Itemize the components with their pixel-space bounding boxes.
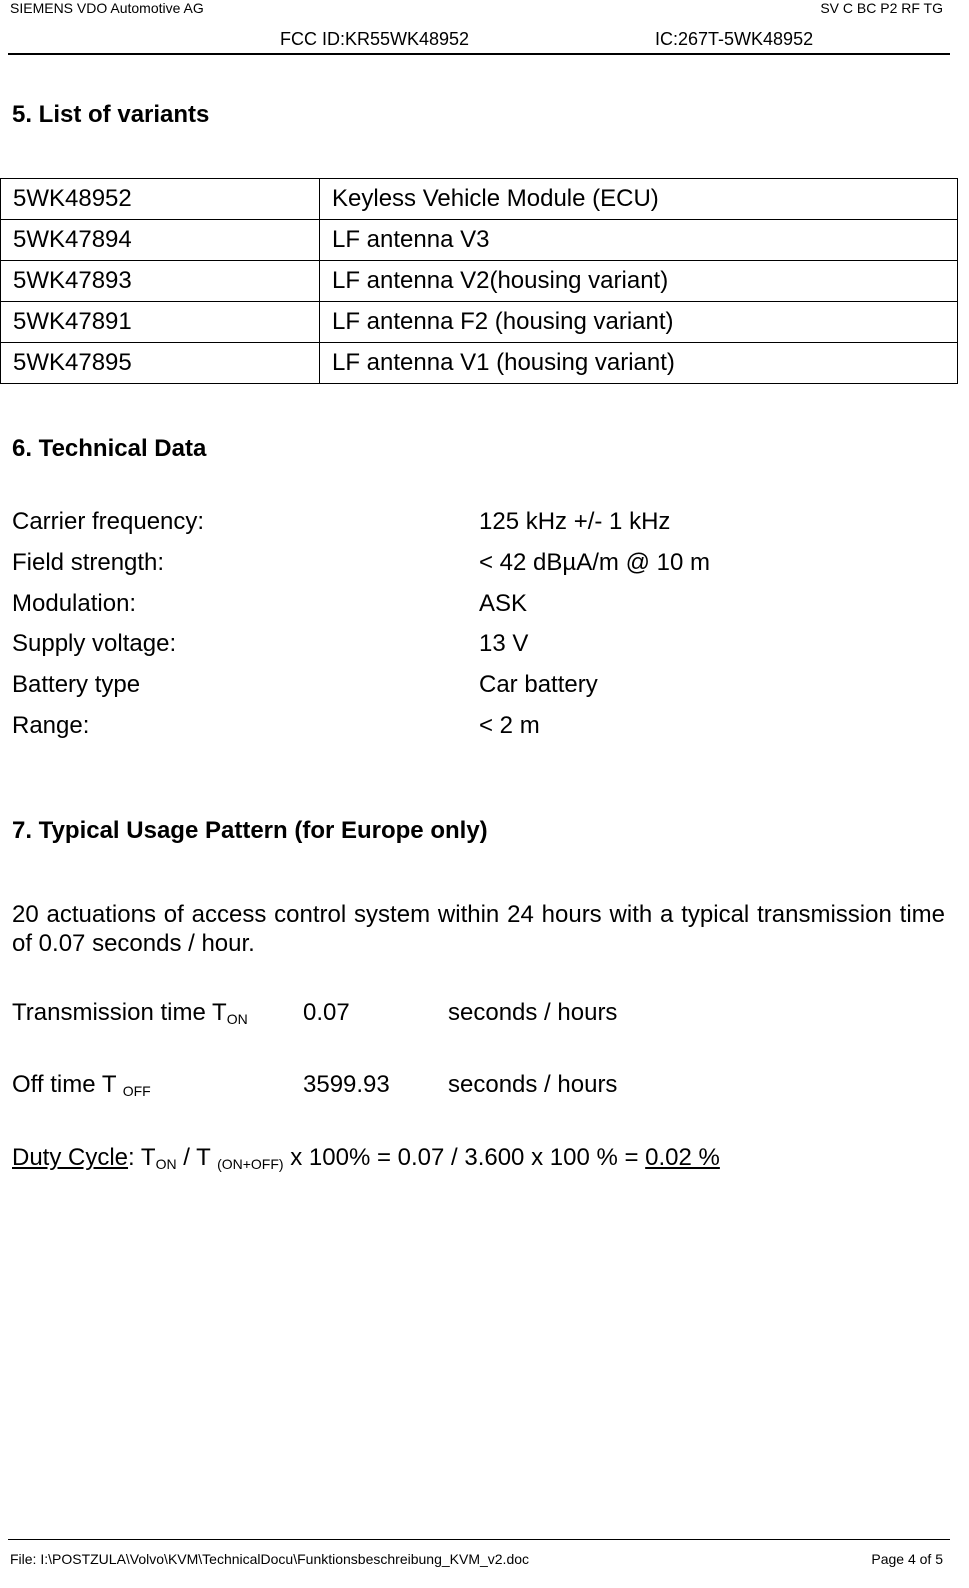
duty-cycle-slash: / T	[176, 1144, 218, 1171]
header-fcc-id: FCC ID:KR55WK48952	[280, 29, 470, 49]
tech-data-row	[12, 549, 710, 577]
duty-cycle-result: 0.02 %	[645, 1144, 720, 1171]
header-company: SIEMENS VDO Automotive AG	[10, 0, 204, 16]
footer-page-number: Page 4 of 5	[871, 1551, 943, 1567]
tech-data-value: Car battery	[479, 671, 598, 698]
tech-data-value: ASK	[479, 590, 528, 617]
table-row	[1, 261, 958, 302]
section7-heading: 7. Typical Usage Pattern (for Europe only)	[12, 817, 488, 844]
description-cell: LF antenna V3	[320, 220, 958, 261]
duty-total-subscript: (ON+OFF)	[217, 1156, 284, 1172]
on-time-label: Transmission time $T_{ON}$	[12, 999, 248, 1027]
off-time-label: Off time T $_{OFF}$	[12, 1071, 151, 1099]
off-time-row	[12, 1071, 618, 1099]
usage-paragraph: 20 actuations of access control system within 24 hours with a typical transmission time of 0.07 seconds / hour.	[12, 901, 945, 957]
table-row	[1, 179, 958, 220]
duty-cycle-colon: : T	[128, 1144, 156, 1171]
description-cell: LF antenna F2 (housing variant)	[320, 302, 958, 343]
part-number-cell: 5WK47891	[1, 302, 320, 343]
tech-data-value: < 42 dBµA/m @ 10 m	[479, 549, 710, 576]
variants-table	[0, 178, 958, 384]
on-time-subscript: ON	[226, 1011, 248, 1027]
tech-data-label: Range:	[12, 712, 90, 739]
tech-data-row	[12, 630, 529, 658]
duty-cycle-row	[12, 1144, 720, 1172]
off-time-value: 3599.93	[303, 1071, 390, 1098]
header-dept: SV C BC P2 RF TG	[820, 0, 943, 16]
tech-data-value: 13 V	[479, 630, 529, 657]
tech-data-value: < 2 m	[479, 712, 540, 739]
part-number-cell: 5WK47895	[1, 343, 320, 384]
duty-cycle-label: Duty Cycle	[12, 1144, 129, 1171]
section6-heading: 6. Technical Data	[12, 435, 207, 462]
part-number-cell: 5WK47893	[1, 261, 320, 302]
duty-on-subscript: ON	[155, 1156, 177, 1172]
tech-data-label: Modulation:	[12, 590, 137, 617]
description-cell: LF antenna V1 (housing variant)	[320, 343, 958, 384]
on-time-value: 0.07	[303, 999, 350, 1026]
tech-data-row	[12, 712, 540, 740]
on-time-row	[12, 999, 618, 1027]
footer-rule	[8, 1539, 950, 1540]
header-ic-id: IC:267T-5WK48952	[655, 29, 814, 49]
part-number-cell: 5WK48952	[1, 179, 320, 220]
table-row	[1, 302, 958, 343]
part-number-cell: 5WK47894	[1, 220, 320, 261]
description-cell: Keyless Vehicle Module (ECU)	[320, 179, 958, 220]
tech-data-label: Supply voltage:	[12, 630, 177, 657]
tech-data-row	[12, 671, 598, 699]
table-row	[1, 343, 958, 384]
tech-data-row	[12, 590, 528, 618]
tech-data-label: Battery type	[12, 671, 141, 698]
tech-data-label: Carrier frequency:	[12, 508, 205, 535]
footer-file-path: File: I:\POSTZULA\Volvo\KVM\TechnicalDocu\Funktionsbeschreibung_KVM_v2.doc	[10, 1551, 530, 1567]
tech-data-value: 125 kHz +/- 1 kHz	[479, 508, 671, 535]
on-time-unit: seconds / hours	[448, 999, 618, 1026]
section5-heading: 5. List of variants	[12, 101, 210, 128]
description-cell: LF antenna V2(housing variant)	[320, 261, 958, 302]
header-rule	[8, 53, 950, 55]
duty-cycle-formula: x 100% = 0.07 / 3.600 x 100 % =	[283, 1144, 646, 1171]
tech-data-label: Field strength:	[12, 549, 165, 576]
off-time-unit: seconds / hours	[448, 1071, 618, 1098]
off-time-subscript: OFF	[122, 1083, 151, 1099]
tech-data-row	[12, 508, 671, 536]
table-row	[1, 220, 958, 261]
